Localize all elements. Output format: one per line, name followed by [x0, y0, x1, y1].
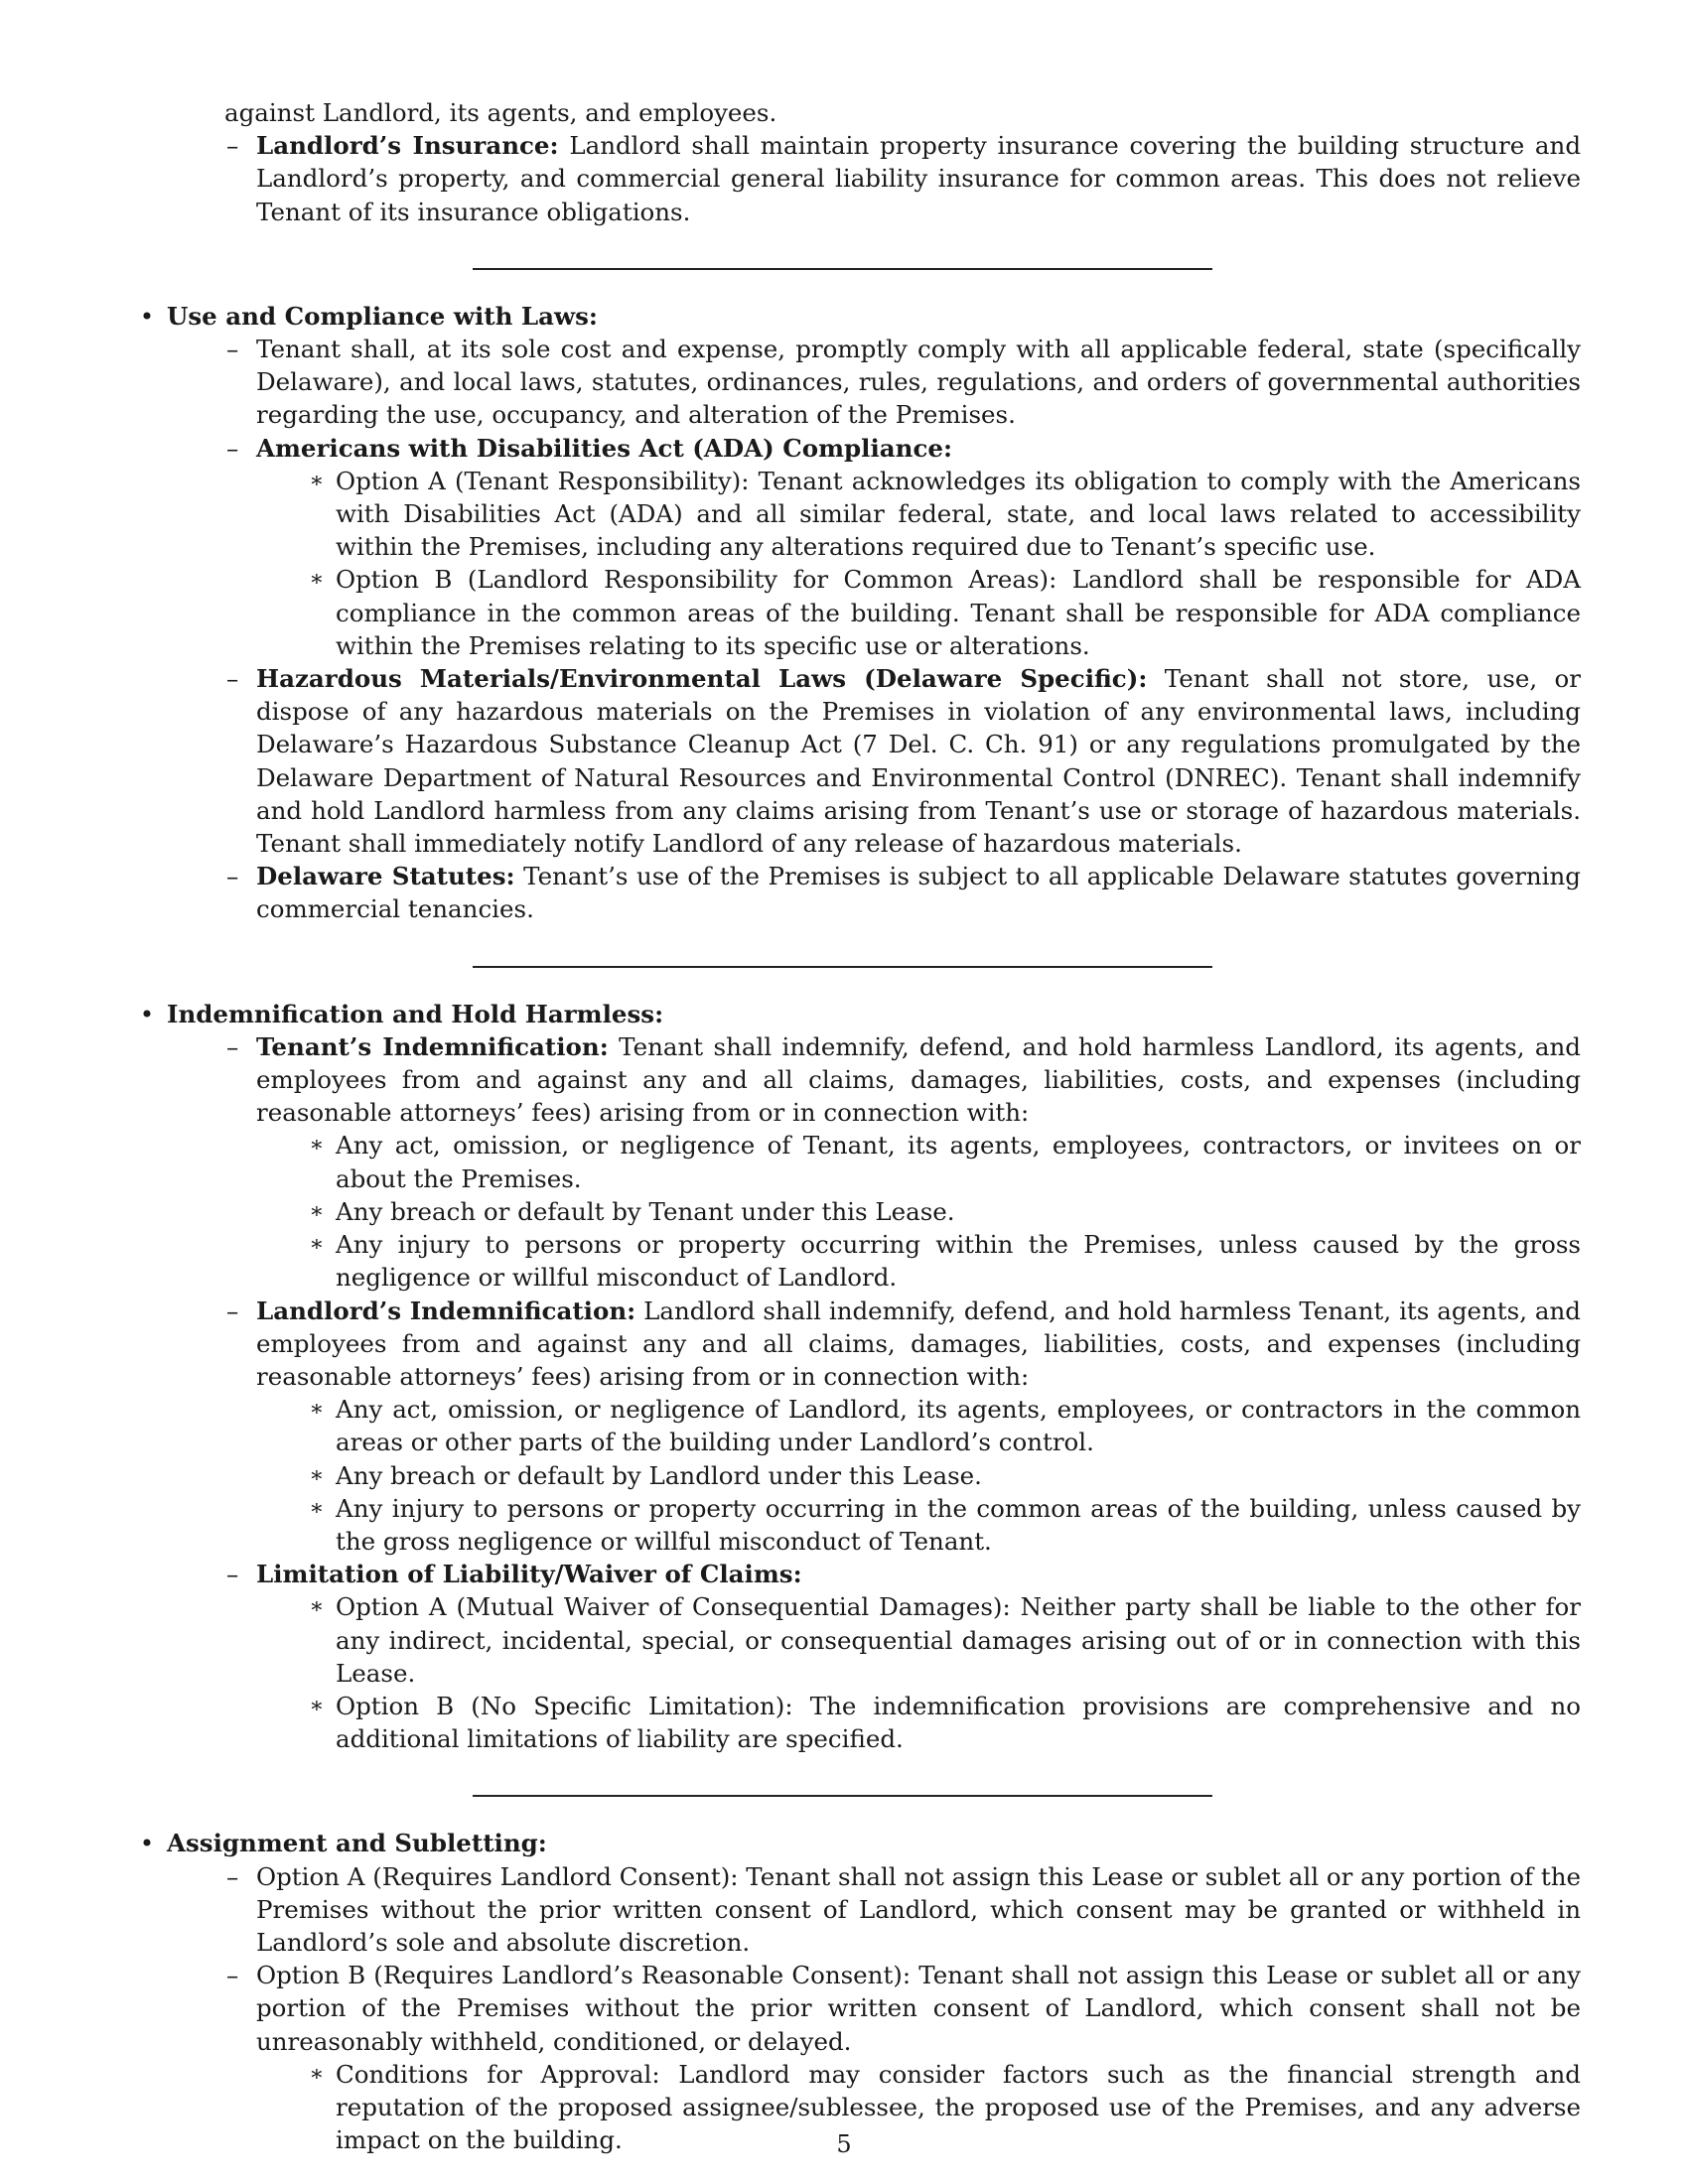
- landlord-insurance-item: [226, 129, 1581, 228]
- item-label: Landlord’s Indemnification:: [256, 1296, 636, 1325]
- continued-text: against Landlord, its agents, and employees.: [224, 98, 777, 127]
- sub-list-item: [306, 563, 1581, 662]
- sub-list-item: [306, 1393, 1581, 1458]
- sub-list-item: [306, 1129, 1581, 1194]
- dash-marker: –: [226, 131, 239, 161]
- item-label: Limitation of Liability/Waiver of Claims:: [256, 1560, 802, 1589]
- section-heading: Use and Compliance with Laws:: [167, 301, 598, 331]
- dash-marker: –: [226, 1961, 239, 1990]
- sub-item-text: Any breach or default by Landlord under this Lease.: [336, 1460, 982, 1490]
- item-text: Tenant shall, at its sole cost and expense, promptly comply with all applicable federal, state (specifically Delaware), and local laws, statutes, ordinances, rules, regulations, and orders of governmental authorities regarding the use, occupancy, and alteration of the Premises.: [256, 335, 1581, 430]
- item-label: Delaware Statutes:: [256, 862, 515, 891]
- section-use-compliance: [135, 300, 1581, 926]
- asterisk-marker: ∗: [309, 1133, 325, 1159]
- hazardous-materials-item: [226, 662, 1581, 860]
- item-text: Landlord shall maintain property insurance covering the building structure and Landlord’s property, and commercial general liability insurance for common areas. This does not relieve Tenant of its insurance obligations.: [256, 131, 1582, 226]
- sub-item-text: Any act, omission, or negligence of Tenant, its agents, employees, contractors, or invitees on or about the Premises.: [336, 1131, 1581, 1193]
- sub-item-text: Option A (Tenant Responsibility): Tenant acknowledges its obligation to comply with the Americans with Disabilities Act (ADA) and all similar federal, state, and local laws related to accessibility within the Premises, including any alterations required due to Tenant’s specific use.: [336, 466, 1581, 562]
- item-label: Hazardous Materials/Environmental Laws (Delaware Specific):: [256, 664, 1148, 694]
- ada-compliance-item: [226, 432, 1581, 662]
- sub-item-text: Option A (Mutual Waiver of Consequential Damages): Neither party shall be liable to the other for any indirect, incidental, special, or consequential damages arising out of or in connection with this Lease.: [336, 1592, 1581, 1688]
- list-item: [226, 1959, 1581, 2156]
- delaware-statutes-item: [226, 860, 1581, 925]
- bullet-marker: •: [139, 1829, 155, 1858]
- sub-list-item: [306, 1492, 1581, 1558]
- sub-list-item: [306, 1459, 1581, 1492]
- asterisk-marker: ∗: [309, 1232, 325, 1258]
- asterisk-marker: ∗: [309, 1462, 325, 1488]
- asterisk-marker: ∗: [309, 468, 325, 493]
- dash-marker: –: [226, 1560, 239, 1589]
- dash-marker: –: [226, 1031, 239, 1061]
- section-indemnification: [135, 998, 1581, 1756]
- section-assignment: [135, 1827, 1581, 2156]
- list-item: [226, 333, 1581, 432]
- asterisk-marker: ∗: [309, 1397, 325, 1423]
- sub-list-item: [306, 1228, 1581, 1294]
- item-label: Landlord’s Insurance:: [256, 131, 559, 161]
- lease-content: [135, 96, 1581, 2156]
- sub-item-text: Any injury to persons or property occurring in the common areas of the building, unless caused by the gross negligence or willful misconduct of Tenant.: [336, 1493, 1581, 1556]
- page-number: 5: [836, 2130, 852, 2158]
- section-heading: Indemnification and Hold Harmless:: [167, 999, 664, 1028]
- sub-item-text: Any injury to persons or property occurring within the Premises, unless caused by the gross negligence or willful misconduct of Landlord.: [336, 1230, 1581, 1293]
- dash-marker: –: [226, 862, 239, 891]
- dash-marker: –: [226, 1296, 239, 1325]
- bullet-marker: •: [139, 999, 155, 1028]
- sub-item-text: Option B (No Specific Limitation): The indemnification provisions are comprehensive and no additional limitations of liability are specified.: [336, 1691, 1581, 1754]
- item-text: Tenant’s use of the Premises is subject to all applicable Delaware statutes governing commercial tenancies.: [256, 862, 1581, 924]
- prev-section-tail: [135, 129, 1581, 228]
- item-text: Landlord shall indemnify, defend, and hold harmless Tenant, its agents, and employees from and against any and all claims, damages, liabilities, costs, and expenses (including reasonable attorneys’ fees) arising from or in connection with:: [256, 1296, 1581, 1391]
- sub-list-item: [306, 465, 1581, 564]
- sub-item-text: Any breach or default by Tenant under this Lease.: [336, 1196, 955, 1226]
- item-text: Tenant shall not store, use, or dispose of any hazardous materials on the Premises in violation of any environmental laws, including Delaware’s Hazardous Substance Cleanup Act (7 Del. C. Ch. 91) or any regulations promulgated by the Delaware Department of Natural Resources and Environmental Control (DNREC). Tenant shall indemnify and hold Landlord harmless from any claims arising from Tenant’s use or storage of hazardous materials. Tenant shall immediately notify Landlord of any release of hazardous materials.: [256, 664, 1581, 859]
- section-heading: Assignment and Subletting:: [167, 1829, 547, 1858]
- sub-item-text: Any act, omission, or negligence of Landlord, its agents, employees, or contractors in the common areas or other parts of the building under Landlord’s control.: [336, 1395, 1581, 1457]
- item-label: Americans with Disabilities Act (ADA) Compliance:: [256, 433, 953, 463]
- list-item: [226, 1860, 1581, 1960]
- asterisk-marker: ∗: [309, 1495, 325, 1521]
- sub-list-item: [306, 1690, 1581, 1755]
- asterisk-marker: ∗: [309, 1594, 325, 1620]
- asterisk-marker: ∗: [309, 1198, 325, 1224]
- sub-item-text: Conditions for Approval: Landlord may consider factors such as the financial strength and reputation of the proposed assignee/sublessee, the proposed use of the Premises, and any adverse impact on the building.: [336, 2059, 1581, 2155]
- asterisk-marker: ∗: [309, 2061, 325, 2087]
- item-label: Tenant’s Indemnification:: [256, 1031, 609, 1061]
- limitation-liability-item: [226, 1558, 1581, 1755]
- item-text: Option A (Requires Landlord Consent): Tenant shall not assign this Lease or sublet all or any portion of the Premises without the prior written consent of Landlord, which consent may be granted or withheld in Landlord’s sole and absolute discretion.: [256, 1861, 1581, 1957]
- dash-marker: –: [226, 664, 239, 694]
- asterisk-marker: ∗: [309, 1693, 325, 1718]
- bullet-marker: •: [139, 301, 155, 331]
- dash-marker: –: [226, 1861, 239, 1891]
- landlord-indemnification-item: [226, 1295, 1581, 1559]
- dash-marker: –: [226, 335, 239, 364]
- item-text: Tenant shall indemnify, defend, and hold harmless Landlord, its agents, and employees from and against any and all claims, damages, liabilities, costs, and expenses (including reasonable attorneys’ fees) arising from or in connection with:: [256, 1031, 1581, 1128]
- sub-list-item: [306, 1590, 1581, 1690]
- sub-item-text: Option B (Landlord Responsibility for Common Areas): Landlord shall be responsible for ADA compliance in the common areas of the building. Tenant shall be responsible for ADA compliance within the Premises relating to its specific use or alterations.: [336, 565, 1581, 660]
- asterisk-marker: ∗: [309, 567, 325, 593]
- sub-list-item: [306, 1195, 1581, 1228]
- dash-marker: –: [226, 433, 239, 463]
- tenant-indemnification-item: [226, 1030, 1581, 1295]
- item-text: Option B (Requires Landlord’s Reasonable Consent): Tenant shall not assign this Lease or sublet all or any portion of the Premises without the prior written consent of Landlord, which consent shall not be unreasonably withheld, conditioned, or delayed.: [256, 1961, 1581, 2056]
